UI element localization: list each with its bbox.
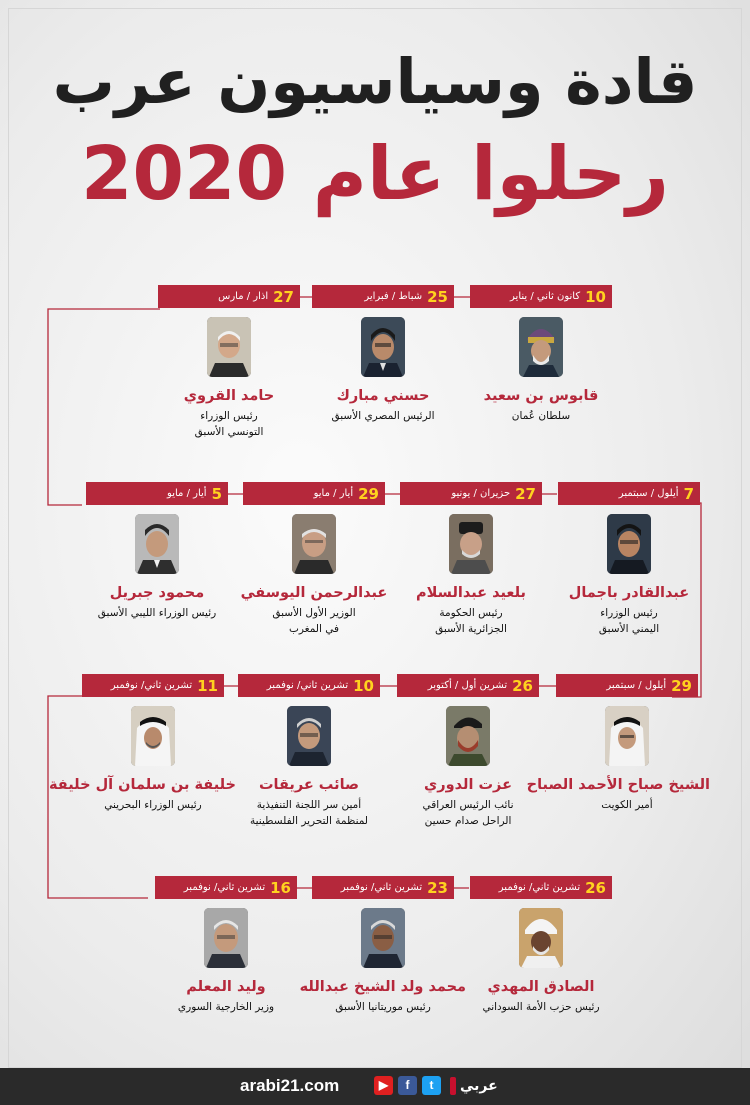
leader-role: نائب الرئيس العراقي الراحل صدام حسين xyxy=(422,799,514,827)
arabi21-logo xyxy=(450,1074,512,1098)
date-month: تشرين ثاني/ نوفمبر xyxy=(498,882,581,893)
leader-role: وزير الخارجية السوري xyxy=(177,1001,275,1013)
date-month: تشرين ثاني/ نوفمبر xyxy=(266,680,349,691)
date-badge xyxy=(556,674,698,697)
facebook-icon[interactable]: f xyxy=(398,1076,417,1095)
leader-role: الوزير الأول الأسبق في المغرب xyxy=(272,607,356,635)
leader-name: بلعيد عبدالسلام xyxy=(416,585,526,601)
sabah-photo xyxy=(605,706,649,766)
date-day: 16 xyxy=(270,878,291,897)
date-day: 26 xyxy=(512,676,533,695)
date-badge xyxy=(82,674,224,697)
twitter-icon[interactable]: t xyxy=(422,1076,441,1095)
jibril-photo xyxy=(135,514,179,574)
leader-name: الصادق المهدي xyxy=(487,979,595,995)
date-day: 11 xyxy=(197,676,218,695)
date-month: تشرين ثاني/ نوفمبر xyxy=(110,680,193,691)
mahdi-photo xyxy=(519,908,563,968)
date-month: تشرين أول / أكتوبر xyxy=(427,680,508,691)
abdallahi-photo xyxy=(361,908,405,968)
date-month: أيلول / سبتمبر xyxy=(618,488,679,499)
logo-mark xyxy=(450,1077,456,1095)
date-badge xyxy=(238,674,380,697)
douri-photo xyxy=(446,706,490,766)
date-month: أيار / مايو xyxy=(167,488,207,499)
leader-name: صائب عريقات xyxy=(258,777,360,793)
date-badge xyxy=(397,674,539,697)
leader-role: رئيس الحكومة الجزائرية الأسبق xyxy=(435,607,507,635)
footer-bar xyxy=(0,1068,750,1105)
date-day: 25 xyxy=(427,287,448,306)
leader-name: وليد المعلم xyxy=(186,979,266,995)
date-badge xyxy=(155,876,297,899)
leader-role: سلطان عُمان xyxy=(511,410,571,422)
erekat-photo xyxy=(287,706,331,766)
date-day: 7 xyxy=(683,484,694,503)
leader-role: رئيس الوزراء اليمني الأسبق xyxy=(598,607,660,635)
mubarak-photo xyxy=(361,317,405,377)
website-link[interactable]: arabi21.com xyxy=(240,1076,340,1095)
leader-name: الشيخ صباح الأحمد الصباح xyxy=(526,777,710,793)
leader-role: أمين سر اللجنة التنفيذية لمنظمة التحرير الفلسطينية xyxy=(249,799,369,827)
date-day: 27 xyxy=(515,484,536,503)
muallem-photo xyxy=(204,908,248,968)
date-day: 10 xyxy=(585,287,606,306)
date-month: تشرين ثاني/ نوفمبر xyxy=(183,882,266,893)
date-month: أيار / مايو xyxy=(313,488,354,499)
leader-role: رئيس الوزراء التونسي الأسبق xyxy=(194,410,264,438)
leader-name: قابوس بن سعيد xyxy=(483,388,599,404)
leader-role: الرئيس المصري الأسبق xyxy=(331,410,435,422)
khalifa-photo xyxy=(131,706,175,766)
date-day: 10 xyxy=(353,676,374,695)
date-month: حزيران / يونيو xyxy=(451,488,511,499)
leader-role: رئيس حزب الأمة السوداني xyxy=(482,1001,600,1013)
leader-name: حسني مبارك xyxy=(336,388,430,404)
leader-name: حامد القروي xyxy=(183,388,275,404)
date-day: 23 xyxy=(427,878,448,897)
qaboos-photo xyxy=(519,317,563,377)
logo-text: عربي xyxy=(460,1078,498,1094)
leader-name: خليفة بن سلمان آل خليفة xyxy=(49,777,236,793)
leader-role: رئيس موريتانيا الأسبق xyxy=(335,1001,431,1013)
date-badge xyxy=(400,482,542,505)
date-day: 29 xyxy=(671,676,692,695)
leader-role: رئيس الوزراء البحريني xyxy=(104,799,202,811)
title-line-1: قادة وسياسيون عرب xyxy=(52,45,698,118)
date-badge xyxy=(86,482,228,505)
karoui-photo xyxy=(207,317,251,377)
leader-role: رئيس الوزراء الليبي الأسبق xyxy=(97,607,217,619)
date-badge xyxy=(243,482,385,505)
leader-name: عزت الدوري xyxy=(424,777,512,793)
bajammal-photo xyxy=(607,514,651,574)
date-month: تشرين ثاني/ نوفمبر xyxy=(340,882,423,893)
date-badge xyxy=(158,285,300,308)
leader-name: محمد ولد الشيخ عبدالله xyxy=(299,979,466,995)
youtube-icon[interactable]: ▶ xyxy=(374,1076,393,1095)
date-day: 26 xyxy=(585,878,606,897)
date-day: 29 xyxy=(358,484,379,503)
youssoufi-photo xyxy=(292,514,336,574)
leader-name: عبدالقادر باجمال xyxy=(568,585,690,601)
abdessalam-photo xyxy=(449,514,493,574)
leader-role: أمير الكويت xyxy=(601,799,653,811)
date-month: اذار / مارس xyxy=(218,291,269,302)
leader-name: عبدالرحمن اليوسفي xyxy=(240,585,388,601)
date-badge xyxy=(312,876,454,899)
date-badge xyxy=(470,876,612,899)
date-day: 5 xyxy=(211,484,222,503)
leader-name: محمود جبريل xyxy=(109,585,205,601)
date-badge xyxy=(312,285,454,308)
date-day: 27 xyxy=(273,287,294,306)
date-badge xyxy=(558,482,700,505)
date-month: كانون ثاني / يناير xyxy=(510,291,581,302)
date-badge xyxy=(470,285,612,308)
title-line-2: رحلوا عام 2020 xyxy=(81,131,669,217)
date-month: أيلول / سبتمبر xyxy=(606,680,667,691)
date-month: شباط / فبراير xyxy=(364,291,423,302)
